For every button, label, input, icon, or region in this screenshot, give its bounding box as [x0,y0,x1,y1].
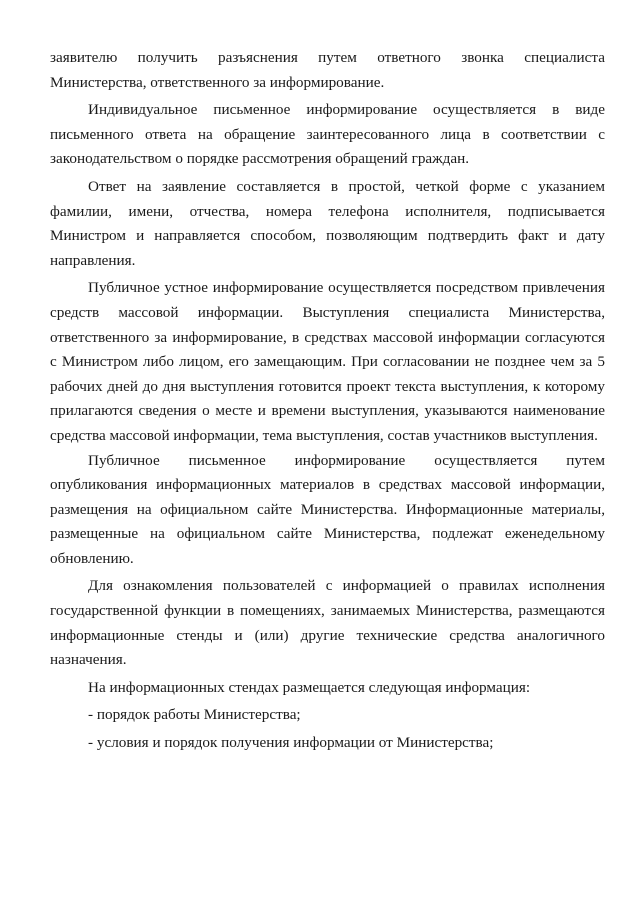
paragraph-individual-written-informing: Индивидуальное письменное информирование осуществляется в виде письменного ответа на обращение заинтересованного лица в соответствии с законодательством о порядке рассмотрения обращений граждан. [50,101,605,168]
paragraph-answer-form: Ответ на заявление составляется в простой, четкой форме с указанием фамилии, имени, отчества, номера телефона исполнителя, подписывается Министром и направляется способом, позволяющим подтвердить факт и дату направления. [50,177,605,269]
paragraph-information-stands: Для ознакомления пользователей с информацией о правилах исполнения государственной функции в помещениях, занимаемых Министерства, размещаются информационные стенды и (или) другие технические средства аналогичного назначения. [50,577,605,669]
paragraph-public-oral-informing: Публичное устное информирование осуществляется посредством привлечения средств массовой информации. Выступления специалиста Министерства, ответственного за информирование, в средствах массовой информации согласуются с Министром либо лицом, его замещающим. При согласовании не позднее чем за 5 рабочих дней до дня выступления готовится проект текста выступления, к которому прилагаются сведения о месте и времени выступления, указываются наименование средства массовой информации, тема выступления, состав участников выступления. [50,279,605,444]
list-item-work-schedule: - порядок работы Министерства; [88,706,301,724]
paragraph-continuation: заявителю получить разъяснения путем ответного звонка специалиста Министерства, ответственного за информирование. [50,49,605,91]
list-item-info-conditions: - условия и порядок получения информации от Министерства; [88,734,494,752]
paragraph-stand-info-intro: На информационных стендах размещается следующая информация: [88,678,531,696]
document-page [50,46,605,756]
paragraph-public-written-informing: Публичное письменное информирование осуществляется путем опубликования информационных материалов в средствах массовой информации, размещения на официальном сайте Министерства. Информационные материалы, размещенные на официальном сайте Министерства, подлежат еженедельному обновлению. [50,451,605,567]
